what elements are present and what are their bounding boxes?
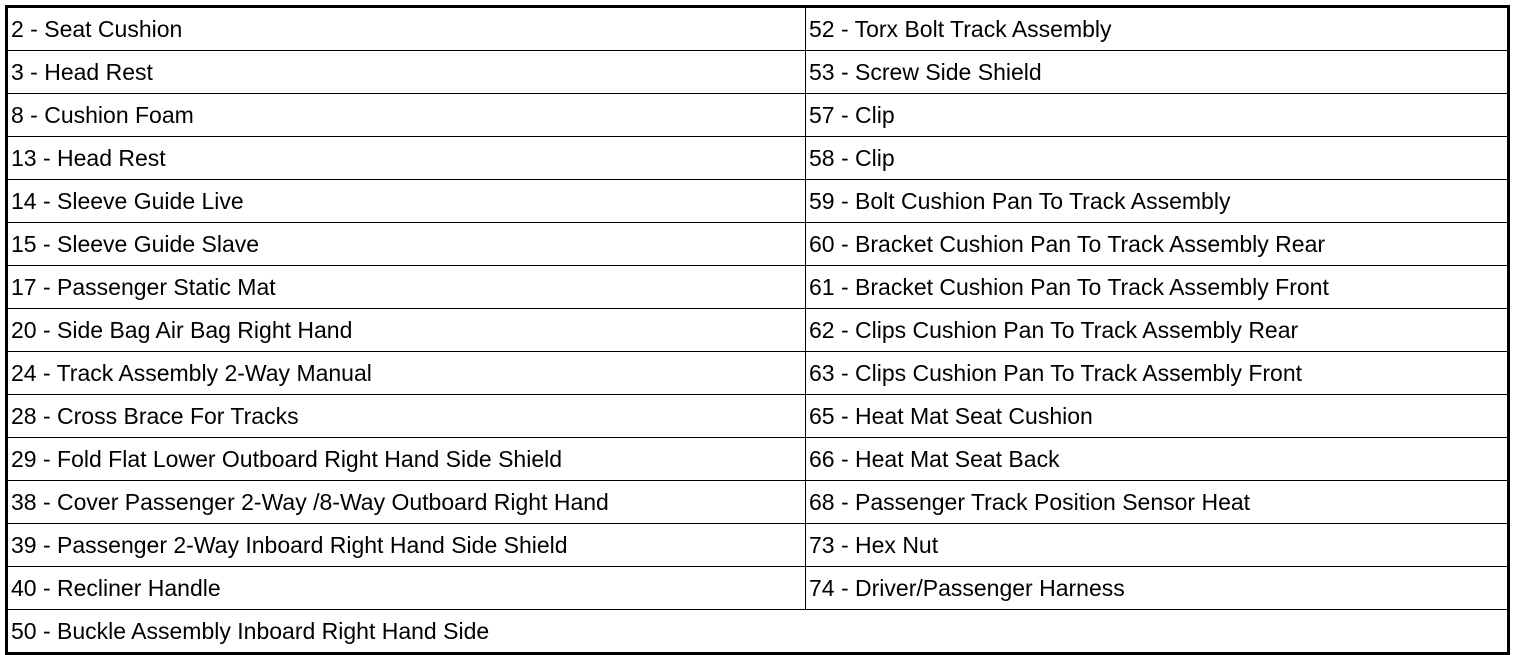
table-row xyxy=(7,352,1509,395)
part-cell-right: 73 - Hex Nut xyxy=(806,524,1509,567)
part-cell-left: 38 - Cover Passenger 2-Way /8-Way Outboard Right Hand xyxy=(7,481,806,524)
table-row xyxy=(7,481,1509,524)
part-cell-right: 62 - Clips Cushion Pan To Track Assembly Rear xyxy=(806,309,1509,352)
part-cell-right: 59 - Bolt Cushion Pan To Track Assembly xyxy=(806,180,1509,223)
part-cell-left: 13 - Head Rest xyxy=(7,137,806,180)
part-cell-right: 58 - Clip xyxy=(806,137,1509,180)
table-row xyxy=(7,610,1509,654)
table-row xyxy=(7,309,1509,352)
part-cell-left: 14 - Sleeve Guide Live xyxy=(7,180,806,223)
part-cell-left: 15 - Sleeve Guide Slave xyxy=(7,223,806,266)
part-cell-right: 52 - Torx Bolt Track Assembly xyxy=(806,7,1509,51)
part-cell-right: 53 - Screw Side Shield xyxy=(806,51,1509,94)
part-cell-left: 2 - Seat Cushion xyxy=(7,7,806,51)
part-cell-left: 3 - Head Rest xyxy=(7,51,806,94)
part-cell-left: 17 - Passenger Static Mat xyxy=(7,266,806,309)
part-cell-right: 66 - Heat Mat Seat Back xyxy=(806,438,1509,481)
part-cell-left: 28 - Cross Brace For Tracks xyxy=(7,395,806,438)
table-row xyxy=(7,137,1509,180)
part-cell-right: 57 - Clip xyxy=(806,94,1509,137)
part-cell-right: 65 - Heat Mat Seat Cushion xyxy=(806,395,1509,438)
part-cell-right: 61 - Bracket Cushion Pan To Track Assembly Front xyxy=(806,266,1509,309)
part-cell-left: 24 - Track Assembly 2-Way Manual xyxy=(7,352,806,395)
table-row xyxy=(7,94,1509,137)
part-cell-right: 63 - Clips Cushion Pan To Track Assembly Front xyxy=(806,352,1509,395)
table-row xyxy=(7,524,1509,567)
table-row xyxy=(7,395,1509,438)
table-row xyxy=(7,7,1509,51)
part-cell-left: 29 - Fold Flat Lower Outboard Right Hand Side Shield xyxy=(7,438,806,481)
table-row xyxy=(7,266,1509,309)
part-cell-left: 20 - Side Bag Air Bag Right Hand xyxy=(7,309,806,352)
part-cell-left: 8 - Cushion Foam xyxy=(7,94,806,137)
table-row xyxy=(7,51,1509,94)
part-cell-left: 39 - Passenger 2-Way Inboard Right Hand Side Shield xyxy=(7,524,806,567)
part-cell-right: 60 - Bracket Cushion Pan To Track Assembly Rear xyxy=(806,223,1509,266)
part-cell-right: 68 - Passenger Track Position Sensor Heat xyxy=(806,481,1509,524)
table-row xyxy=(7,567,1509,610)
parts-legend-table xyxy=(5,5,1510,655)
part-cell-right: 74 - Driver/Passenger Harness xyxy=(806,567,1509,610)
table-row xyxy=(7,223,1509,266)
table-row xyxy=(7,438,1509,481)
table-row xyxy=(7,180,1509,223)
part-cell-left: 50 - Buckle Assembly Inboard Right Hand Side xyxy=(7,610,1509,654)
part-cell-left: 40 - Recliner Handle xyxy=(7,567,806,610)
